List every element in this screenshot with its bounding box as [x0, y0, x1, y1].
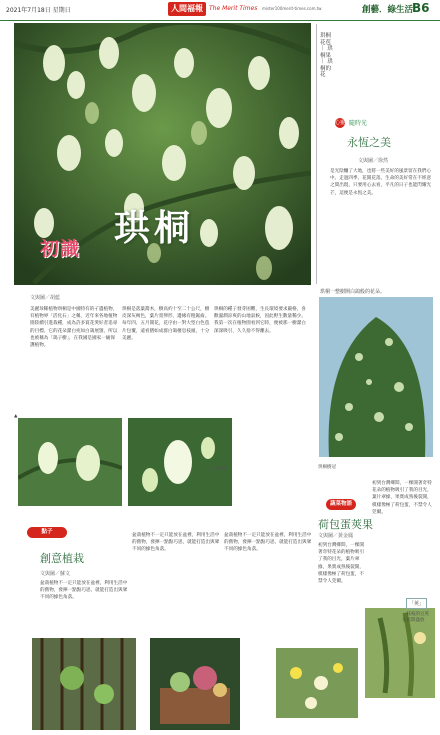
column-author: 文與圖／徐然 [358, 158, 389, 164]
succulent-planter-photo [150, 638, 240, 730]
bean-author: 文與圖／黃金鳳 [318, 533, 354, 539]
creative-planter-photo [32, 638, 136, 730]
heart-icon: 心靈 [335, 120, 346, 126]
side-caption: ▲ [14, 414, 18, 419]
plant-body-col1: 盆栽植物不一定只能放在盆裡，利用生活中的舊物，發揮一點點巧思，就能打造出與眾不同的綠色角落。 [40, 581, 128, 601]
bean-body-col1: 初到台灣鄉間，一棵開著奇特花朵的植物吸引了我的目光，葉片翠綠，果實成熟後裂開，模樣像極了荷包蛋，不禁令人莞爾。 [318, 543, 364, 585]
pod-tag: 「莢」 [406, 598, 427, 609]
bean-section-tag: 蔬菜物語 [326, 499, 356, 510]
photo-caption-vertical: 珙桐花苞 ｜ 珙桐果 ｜ 珙桐的花 [320, 33, 333, 78]
feature-title-prefix: 初識 [40, 238, 81, 260]
website-url: mister100merit-times.com.tw [262, 6, 322, 11]
newspaper-logo: 人間福報 [168, 2, 206, 16]
dove-tree-bud-photo [18, 418, 122, 506]
dove-tree-fruit-photo [128, 418, 232, 506]
plant-title: 創意植栽 [40, 552, 84, 565]
page-header [0, 0, 440, 21]
tree-sub-caption: 珙桐樹冠 [318, 465, 336, 470]
feature-title-main: 珙桐 [114, 208, 195, 249]
feature-body-col2: 珙桐是落葉喬木，樹高約十至二十公尺，樹皮深灰褐色，葉片寬卵形，邊緣有粗鋸齒。每年四、五月開花，花序由一對大型白色苞片包覆，遠看猶如成群白鴿棲息枝頭，十分美麗。 [122, 307, 210, 341]
page-number: B6 [412, 1, 430, 15]
column-title: 永恆之美 [347, 136, 391, 149]
bean-title: 荷包蛋莢果 [318, 518, 373, 531]
plant-section-tag: 點子 [27, 527, 67, 538]
column-kicker: 隨時光 [349, 120, 368, 127]
column-body: 是光陰釀了大地，也將一些美好的風景留在我們心中。走過四季，花開花落，生命的美好常在不經意之間出現，只要用心去看，平凡的日子也能閃耀光芒，這便是永恆之美。 [330, 169, 432, 196]
bean-flower-photo [276, 648, 358, 718]
plant-body-col2: 盆栽植物不一定只能放在盆裡，利用生活中的舊物，發揮一點點巧思，就能打造出與眾不同的綠色角落。 [132, 533, 220, 553]
brand-english: The Merit Times [209, 5, 258, 12]
column-divider [316, 24, 317, 284]
pod-caption: 一枝枝的豆莢 在花間盛放 [402, 612, 429, 623]
bean-body-col2: 初到台灣鄉間，一棵開著奇特花朵的植物吸引了我的目光，葉片翠綠，果實成熟後裂開，模樣像極了荷包蛋，不禁令人莞爾。 [372, 481, 432, 515]
plant-body-col3: 盆栽植物不一定只能放在盆裡，利用生活中的舊物，發揮一點點巧思，就能打造出與眾不同的綠色角落。 [224, 533, 312, 553]
feature-body-col1: 美麗珍稀植物珙桐是中國特有的孑遺植物，有植物界「活化石」之稱，近年來各地植物園陸續引進栽種，成為許多賞花愛好者追尋的目標。它的花朵潔白宛如白鴿展翅，所以也被稱為「鴿子樹」，在我國是國家一級保護植物。 [30, 307, 118, 349]
flower-detail-caption: 珙桐樹冠 [210, 467, 228, 472]
issue-date: 2021年7月18日 星期日 [6, 7, 71, 14]
tree-photo-caption: 珙桐一整樹開白鴿般的花朵。 [320, 289, 386, 295]
plant-author: 文與圖／蘇文 [40, 571, 71, 577]
dove-tree-photo [319, 297, 433, 457]
section-name: 創藝．綠生活 [362, 5, 414, 15]
feature-body-col3: 珙桐的種子發芽困難，生長環境要求嚴格，喜歡濕潤涼爽的山地氣候，因此野生數量稀少。我第一次在植物園看到它時，便被那一樹潔白深深吸引，久久捨不得離去。 [214, 307, 306, 334]
feature-byline: 文與圖／胡藍 [30, 295, 61, 301]
